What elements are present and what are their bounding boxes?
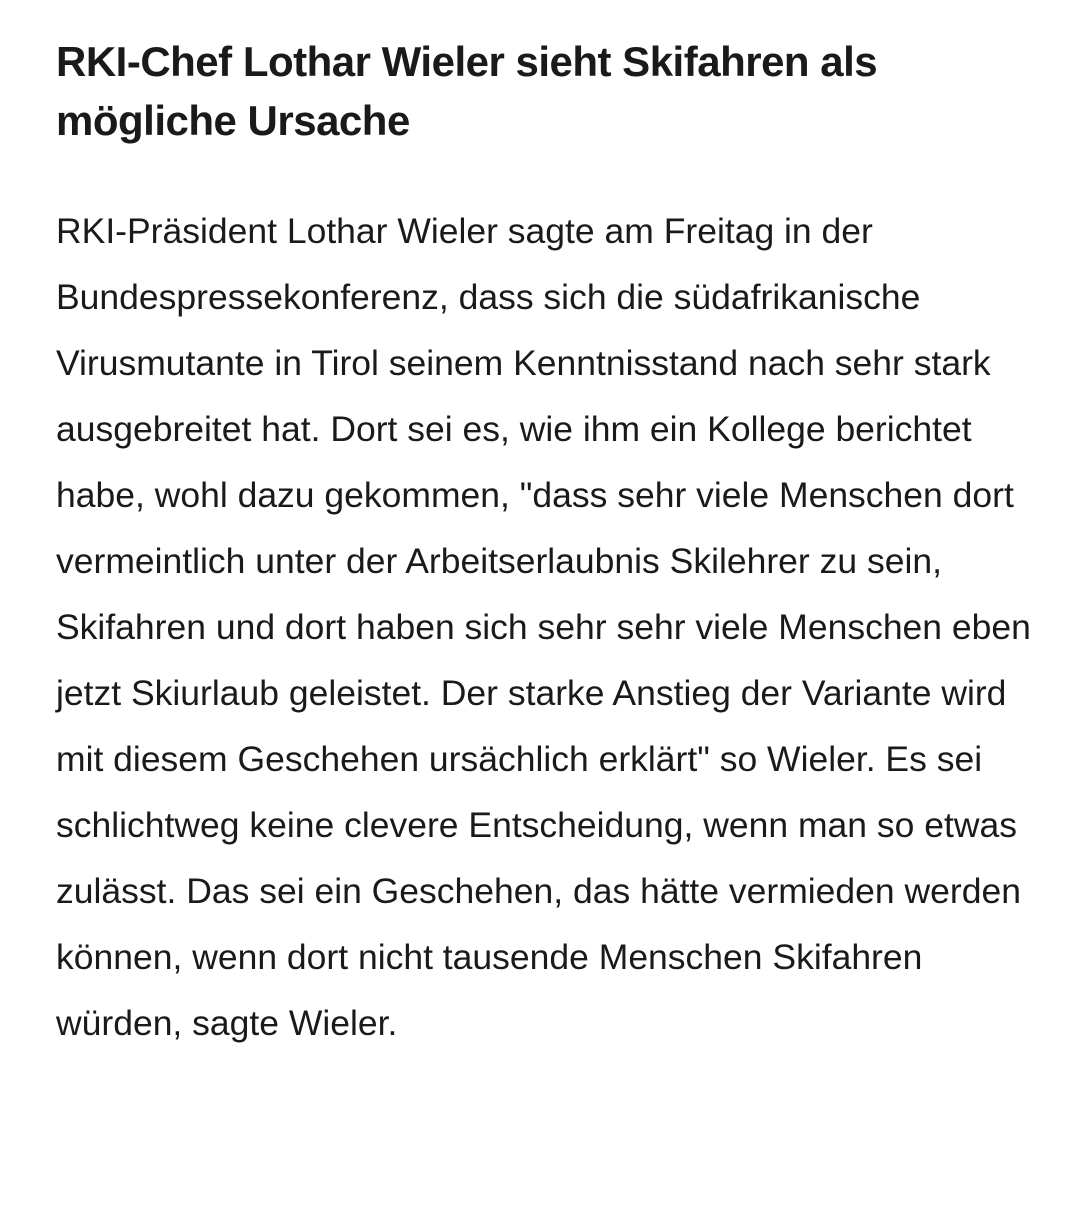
article-headline: RKI-Chef Lothar Wieler sieht Skifahren als mögliche Ursache — [56, 38, 878, 144]
article-paragraph: RKI-Präsident Lothar Wieler sagte am Freitag in der Bundespressekonferenz, dass sich die südafrikanische Virusmutante in Tirol seinem Kenntnisstand nach sehr stark ausgebreitet hat. Dort sei es, wie ihm ein Kollege berichtet habe, wohl dazu gekommen, "dass sehr viele Menschen dort vermeintlich unter der Arbeitserlaubnis Skilehrer zu sein, Skifahren und dort haben sich sehr sehr viele Menschen eben jetzt Skiurlaub geleistet. Der starke Anstieg der Variante wird mit diesem Geschehen ursächlich erklärt" so Wieler. Es sei schlichtweg keine clevere Entscheidung, wenn man so etwas zulässt. Das sei ein Geschehen, das hätte vermieden werden können, wenn dort nicht tausende Menschen Skifahren würden, sagte Wieler. — [56, 211, 1031, 1043]
article — [56, 32, 1046, 1056]
